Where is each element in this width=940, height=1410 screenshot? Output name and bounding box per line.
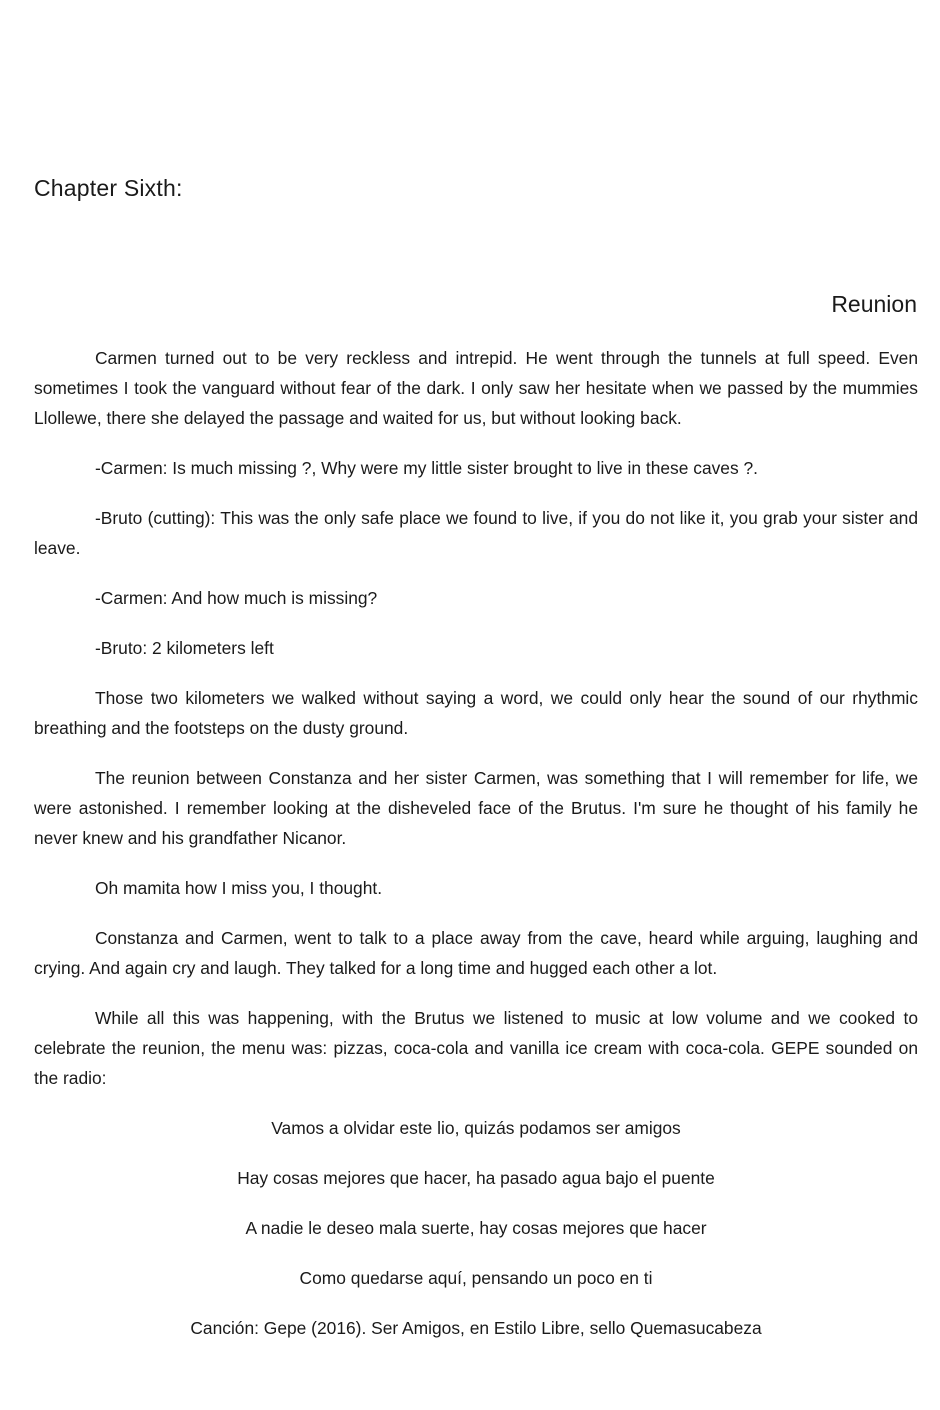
verse-line: Hay cosas mejores que hacer, ha pasado agua bajo el puente	[237, 1168, 715, 1188]
dialog-line: -Bruto (cutting): This was the only safe place we found to live, if you do not like it, you grab your sister and leave.	[34, 508, 918, 558]
body-text	[34, 343, 918, 1113]
dialog-line: -Carmen: And how much is missing?	[95, 588, 378, 608]
paragraph: The reunion between Constanza and her sister Carmen, was something that I will remember for life, we were astonished. I remember looking at the disheveled face of the Brutus. I'm sure he thought of his family he never knew and his grandfather Nicanor.	[34, 768, 918, 848]
verse-line: Vamos a olvidar este lio, quizás podamos ser amigos	[271, 1118, 681, 1138]
dialog-line: -Carmen: Is much missing ?, Why were my little sister brought to live in these caves ?.	[95, 458, 759, 478]
chapter-heading: Chapter Sixth:	[34, 175, 183, 201]
song-citation: Canción: Gepe (2016). Ser Amigos, en Estilo Libre, sello Quemasucabeza	[190, 1318, 762, 1338]
paragraph: Constanza and Carmen, went to talk to a place away from the cave, heard while arguing, laughing and crying. And again cry and laugh. They talked for a long time and hugged each other a lot.	[34, 928, 918, 978]
paragraph: Those two kilometers we walked without saying a word, we could only hear the sound of our rhythmic breathing and the footsteps on the dusty ground.	[34, 688, 918, 738]
paragraph: Carmen turned out to be very reckless and intrepid. He went through the tunnels at full speed. Even sometimes I took the vanguard without fear of the dark. I only saw her hesitate when we passed by the mummies Llollewe, there she delayed the passage and waited for us, but without looking back.	[34, 348, 918, 428]
dialog-line: -Bruto: 2 kilometers left	[95, 638, 274, 658]
paragraph: While all this was happening, with the Brutus we listened to music at low volume and we cooked to celebrate the reunion, the menu was: pizzas, coca-cola and vanilla ice cream with coca-cola. GEPE sounded on the radio:	[34, 1008, 918, 1088]
section-title: Reunion	[831, 291, 917, 317]
paragraph: Oh mamita how I miss you, I thought.	[95, 878, 383, 898]
verse-line: Como quedarse aquí, pensando un poco en ti	[299, 1268, 653, 1288]
song-verses	[34, 1113, 918, 1363]
verse-line: A nadie le deseo mala suerte, hay cosas mejores que hacer	[245, 1218, 707, 1238]
